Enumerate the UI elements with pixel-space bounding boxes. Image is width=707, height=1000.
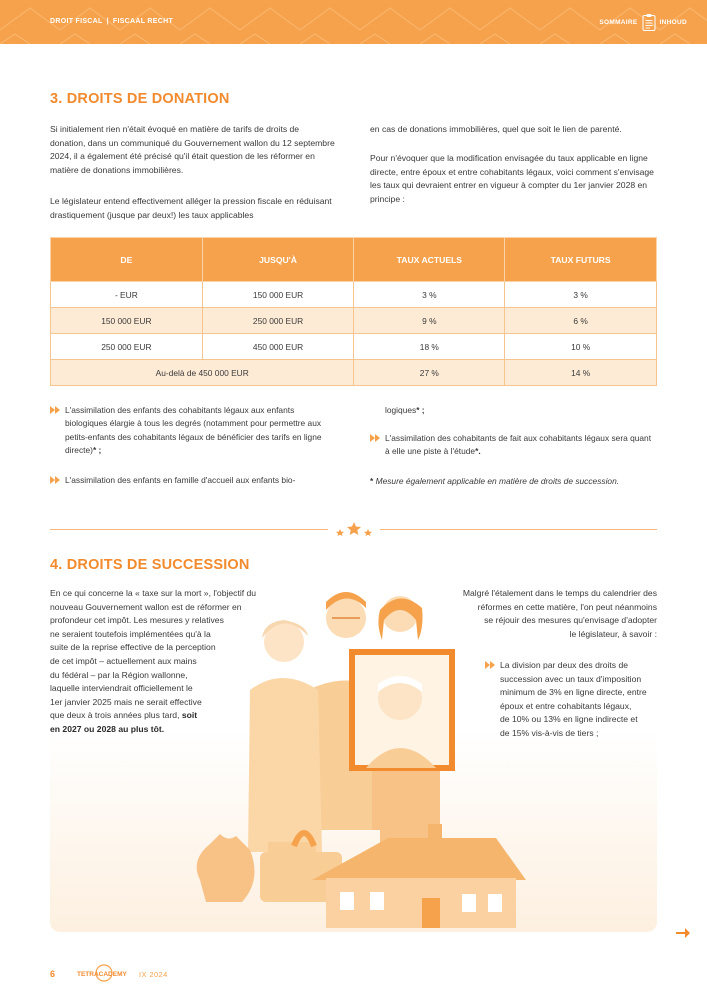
list-item bbox=[485, 659, 660, 741]
list-item bbox=[50, 404, 338, 458]
column-header-de: DE bbox=[51, 238, 203, 282]
text-line: En ce qui concerne la « taxe sur la mort », l'objectif du bbox=[50, 588, 257, 598]
text-line: réformes en cette matière, l'on peut néanmoins bbox=[477, 601, 657, 612]
footnote-star: * ; bbox=[92, 445, 102, 456]
table-cell: 3 % bbox=[354, 282, 505, 308]
section-label-nl: FISCAAL RECHT bbox=[112, 18, 174, 25]
table-row bbox=[51, 334, 657, 360]
section-3-right-paragraph-1: en cas de donations immobilières, quel que soit le lien de parenté. bbox=[370, 124, 622, 134]
table-cell: 150 000 EUR bbox=[51, 308, 203, 334]
list-item-continued bbox=[385, 404, 657, 417]
column-header-jusqua: JUSQU'À bbox=[202, 238, 354, 282]
page-number: 6 bbox=[50, 969, 56, 979]
section-3-left-paragraph-2: Le législateur entend effectivement alléger la pression fiscale en réduisant drastiquement (jusque par deux!) les taux applicables bbox=[50, 196, 332, 220]
text-line: suite de la reprise effective de la perception bbox=[50, 642, 216, 653]
text-line: minimum de 3% en ligne directe, entre bbox=[500, 687, 647, 698]
section-4-right-paragraph bbox=[420, 587, 657, 641]
text-line: de 10% ou 13% en ligne indirecte et bbox=[500, 714, 638, 725]
footnote-star: * ; bbox=[416, 405, 425, 415]
text-line: profondeur cet impôt. Les mesures y relatives bbox=[50, 615, 224, 626]
section-3-right-paragraph-2: Pour n'évoquer que la modification envisagée du taux applicable en ligne directe, entre époux et entre cohabitants légaux, voici comment s'envisage les taux qui devraient entrer en vigueur à compter du 1er janvier 2028 en principe : bbox=[370, 153, 654, 204]
emphasis-text: soit bbox=[181, 710, 198, 721]
table-cell: 150 000 EUR bbox=[202, 282, 354, 308]
tetracademy-logo bbox=[75, 963, 131, 983]
table-cell: 10 % bbox=[505, 334, 657, 360]
section-divider-left bbox=[50, 529, 328, 530]
footnote bbox=[370, 476, 660, 486]
table-cell: 6 % bbox=[505, 308, 657, 334]
section-4-title: 4. DROITS DE SUCCESSION bbox=[50, 557, 250, 573]
section-3-title: 3. DROITS DE DONATION bbox=[50, 91, 230, 107]
double-arrow-icon bbox=[370, 434, 381, 442]
list-item bbox=[370, 432, 658, 459]
emphasis-text: en 2027 ou 2028 au plus tôt. bbox=[50, 723, 165, 734]
section-label-fr: DROIT FISCAL bbox=[50, 18, 103, 25]
text-line: La division par deux des droits de bbox=[500, 660, 629, 670]
list-item bbox=[50, 474, 338, 487]
footnote-text: Mesure également applicable en matière de droits de succession. bbox=[373, 476, 620, 486]
column-header-taux-futurs: TAUX FUTURS bbox=[505, 238, 657, 282]
issue-label: IX 2024 bbox=[139, 970, 168, 979]
text-line: ne seraient toutefois implémentées qu'à la bbox=[50, 628, 211, 639]
double-arrow-icon bbox=[50, 476, 61, 484]
toc-nav[interactable] bbox=[599, 13, 687, 31]
table-cell: 14 % bbox=[505, 360, 657, 386]
bullet-text: L'assimilation des enfants en famille d'accueil aux enfants bio- bbox=[65, 475, 296, 485]
section-3-left-paragraph-1: Si initialement rien n'était évoqué en matière de tarifs de droits de donation, dans un communiqué du Gouvernement wallon du 12 septembre 2024, il a également été précisé qu'il était question de les réformer en matière de donations immobilières. bbox=[50, 124, 335, 175]
table-header-row bbox=[51, 238, 657, 282]
table-cell: 9 % bbox=[354, 308, 505, 334]
footnote-star: *. bbox=[475, 446, 481, 457]
nav-inhoud-link[interactable]: INHOUD bbox=[659, 18, 687, 26]
table-cell: 250 000 EUR bbox=[51, 334, 203, 360]
text-line: le législateur, à savoir : bbox=[569, 628, 657, 639]
section-4-left-paragraph bbox=[50, 587, 280, 737]
table-row-last bbox=[51, 360, 657, 386]
table-cell: 18 % bbox=[354, 334, 505, 360]
column-header-taux-actuels: TAUX ACTUELS bbox=[354, 238, 505, 282]
stars-icon bbox=[334, 520, 374, 536]
table-cell: - EUR bbox=[51, 282, 203, 308]
text-line: de 15% vis-à-vis de tiers ; bbox=[500, 727, 599, 738]
text-line: de cet impôt – actuellement aux mains bbox=[50, 655, 197, 666]
logo-text: TETRACADEMY bbox=[77, 971, 127, 978]
text-line: nouveau Gouvernement wallon est de réformer en bbox=[50, 601, 242, 612]
section-divider-right bbox=[380, 529, 657, 530]
table-cell: 27 % bbox=[354, 360, 505, 386]
double-arrow-icon bbox=[50, 406, 61, 414]
text-line: Malgré l'étalement dans le temps du calendrier des bbox=[462, 588, 657, 598]
double-arrow-icon bbox=[485, 661, 496, 669]
text-line: 1er janvier 2025 mais ne serait effective bbox=[50, 696, 202, 707]
donation-rates-table bbox=[50, 237, 657, 386]
table-cell: Au-delà de 450 000 EUR bbox=[51, 360, 354, 386]
breadcrumb bbox=[50, 18, 173, 25]
table-cell: 3 % bbox=[505, 282, 657, 308]
table-cell: 450 000 EUR bbox=[202, 334, 354, 360]
text-line: succession avec un taux d'imposition bbox=[500, 673, 642, 684]
bullet-text: logiques bbox=[385, 405, 417, 415]
bullet-text: L'assimilation des enfants des cohabitants légaux aux enfants biologiques élargie à tous les degrés (notamment pour permettre aux petits-enfants des cohabitants légaux de bénéficier des tarifs en ligne directe) bbox=[65, 405, 322, 456]
text-line: se réjouir des mesures qu'envisage d'adopter bbox=[484, 615, 657, 626]
bullet-text: L'assimilation des cohabitants de fait aux cohabitants légaux sera quant à elle une piste à l'étude bbox=[385, 433, 652, 457]
breadcrumb-separator: | bbox=[106, 18, 109, 25]
table-row bbox=[51, 282, 657, 308]
footnote-star: * bbox=[370, 476, 374, 486]
nav-sommaire-link[interactable]: SOMMAIRE bbox=[599, 18, 638, 26]
next-page-arrow-icon[interactable] bbox=[676, 927, 690, 939]
table-row bbox=[51, 308, 657, 334]
text-line: laquelle interviendrait officiellement le bbox=[50, 683, 193, 694]
clipboard-icon[interactable] bbox=[642, 13, 656, 31]
table-cell: 250 000 EUR bbox=[202, 308, 354, 334]
text-line: époux et entre cohabitants légaux, bbox=[500, 700, 632, 711]
text-line: du fédéral – par la Région wallonne, bbox=[50, 669, 188, 680]
top-bar bbox=[0, 0, 707, 44]
text-line: que deux à trois années plus tard, bbox=[50, 710, 180, 721]
